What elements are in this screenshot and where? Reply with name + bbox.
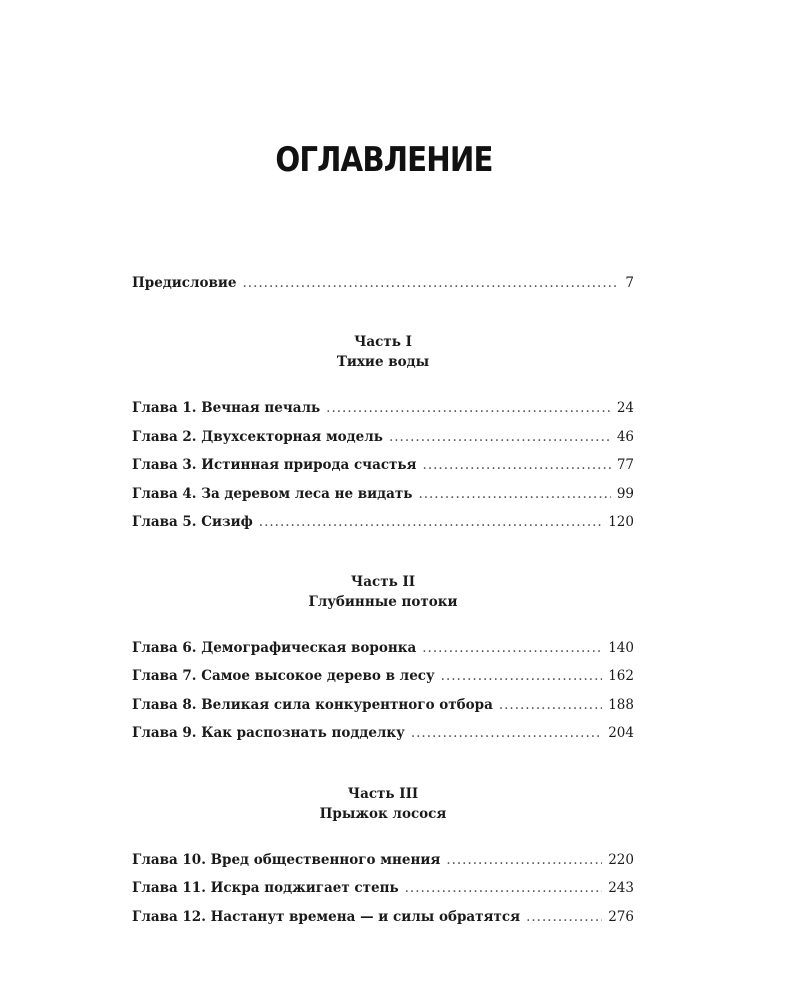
toc-entry-preface[interactable] xyxy=(132,275,634,295)
toc-entry-page: 188 xyxy=(608,697,634,713)
toc-entry-label: Предисловие xyxy=(132,275,237,291)
toc-entry-label: Глава 8. Великая сила конкурентного отбора xyxy=(132,697,493,713)
part-heading-3 xyxy=(132,784,634,824)
toc-entry-label: Глава 9. Как распознать подделку xyxy=(132,725,405,741)
part-name: Глубинные потоки xyxy=(308,594,458,610)
toc-entry[interactable] xyxy=(132,457,634,477)
toc-entry-label: Глава 12. Настанут времена — и силы обратятся xyxy=(132,909,521,925)
toc-entry[interactable] xyxy=(132,725,634,745)
toc-entry-page: 243 xyxy=(608,880,634,896)
toc-entry-page: 99 xyxy=(616,486,634,502)
toc-entry-page: 204 xyxy=(608,725,634,741)
dot-leader xyxy=(259,514,602,530)
toc-entry-label: Глава 2. Двухсекторная модель xyxy=(132,429,383,445)
toc-entry[interactable] xyxy=(132,852,634,872)
toc-entry-label: Глава 6. Демографическая воронка xyxy=(132,640,417,656)
page-title: ОГЛАВЛЕНИЕ xyxy=(275,140,493,180)
toc-entry-page: 162 xyxy=(608,668,634,684)
toc-entry-label: Глава 1. Вечная печаль xyxy=(132,400,321,416)
toc-entry[interactable] xyxy=(132,429,634,449)
toc-entry-page: 120 xyxy=(608,514,634,530)
dot-leader xyxy=(418,486,610,502)
toc-entry-label: Глава 4. За деревом леса не видать xyxy=(132,486,413,502)
dot-leader xyxy=(411,725,602,741)
toc-entry[interactable] xyxy=(132,668,634,688)
toc-entry[interactable] xyxy=(132,909,634,929)
toc-entry-page: 140 xyxy=(608,640,634,656)
toc-entry-page: 77 xyxy=(616,457,634,473)
toc-entry[interactable] xyxy=(132,880,634,900)
part-number: Часть I xyxy=(354,334,412,350)
dot-leader xyxy=(243,275,620,291)
toc-entry-page: 220 xyxy=(608,852,634,868)
toc-entry-label: Глава 7. Самое высокое дерево в лесу xyxy=(132,668,435,684)
dot-leader xyxy=(526,909,602,925)
dot-leader xyxy=(326,400,611,416)
part-name: Прыжок лосося xyxy=(319,806,447,822)
part-name: Тихие воды xyxy=(336,354,430,370)
dot-leader xyxy=(446,852,602,868)
toc-entry-page: 7 xyxy=(625,275,634,291)
toc-entry-page: 276 xyxy=(608,909,634,925)
toc-entry[interactable] xyxy=(132,486,634,506)
dot-leader xyxy=(389,429,611,445)
part-number: Часть II xyxy=(350,574,416,590)
part-heading-1 xyxy=(132,332,634,372)
dot-leader xyxy=(499,697,602,713)
toc-entry[interactable] xyxy=(132,514,634,534)
dot-leader xyxy=(422,640,602,656)
toc-entry-label: Глава 3. Истинная природа счастья xyxy=(132,457,417,473)
dot-leader xyxy=(405,880,603,896)
toc-entry-label: Глава 11. Искра поджигает степь xyxy=(132,880,399,896)
toc-entry[interactable] xyxy=(132,400,634,420)
toc-entry[interactable] xyxy=(132,697,634,717)
toc-entry-page: 46 xyxy=(616,429,634,445)
toc-entry-page: 24 xyxy=(616,400,634,416)
toc-entry[interactable] xyxy=(132,640,634,660)
toc-entry-label: Глава 5. Сизиф xyxy=(132,514,253,530)
toc-entry-label: Глава 10. Вред общественного мнения xyxy=(132,852,441,868)
dot-leader xyxy=(423,457,611,473)
dot-leader xyxy=(441,668,603,684)
part-heading-2 xyxy=(132,572,634,612)
part-number: Часть III xyxy=(347,786,419,802)
